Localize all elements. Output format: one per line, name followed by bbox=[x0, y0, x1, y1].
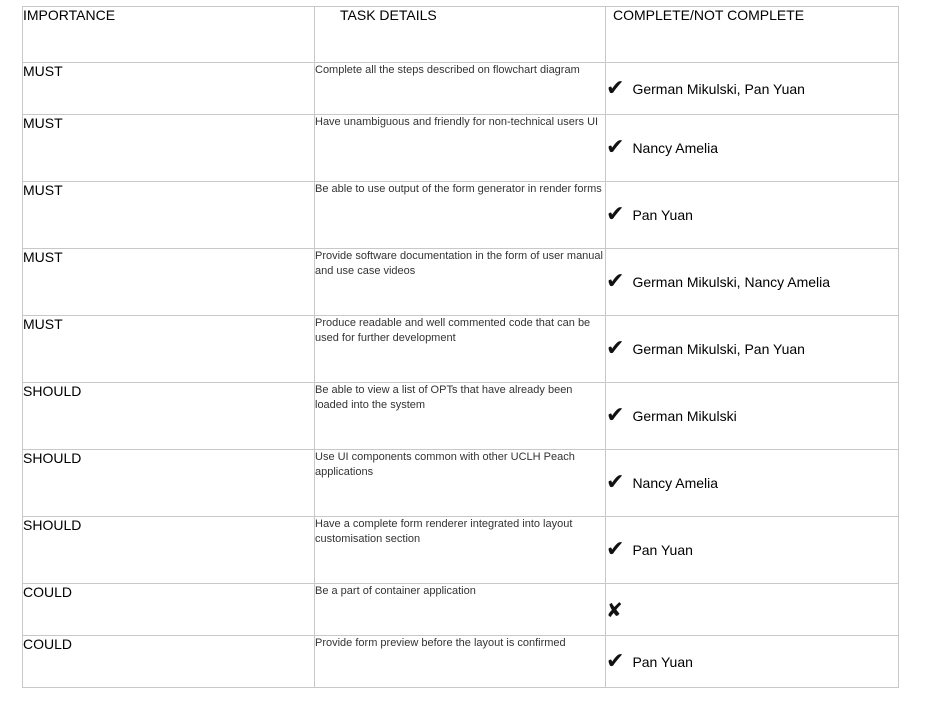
status-cell bbox=[606, 63, 899, 115]
importance-cell: MUST bbox=[23, 182, 315, 249]
table-row bbox=[23, 115, 899, 182]
status-cell bbox=[606, 517, 899, 584]
importance-cell: MUST bbox=[23, 316, 315, 383]
importance-cell: SHOULD bbox=[23, 450, 315, 517]
table-row bbox=[23, 584, 899, 636]
task-cell: Use UI components common with other UCLH Peach applications bbox=[315, 450, 606, 517]
task-cell: Have a complete form renderer integrated into layout customisation section bbox=[315, 517, 606, 584]
table-row bbox=[23, 383, 899, 450]
status-cell bbox=[606, 316, 899, 383]
header-importance: IMPORTANCE bbox=[23, 7, 315, 63]
importance-cell: SHOULD bbox=[23, 517, 315, 584]
assignee-names: Pan Yuan bbox=[632, 653, 693, 670]
header-status: COMPLETE/NOT COMPLETE bbox=[606, 7, 899, 63]
status-cell bbox=[606, 450, 899, 517]
table-row bbox=[23, 636, 899, 688]
check-icon: ✔ bbox=[606, 336, 625, 361]
table-row bbox=[23, 63, 899, 115]
check-icon: ✔ bbox=[606, 135, 625, 160]
status-cell bbox=[606, 584, 899, 636]
cross-icon: ✘ bbox=[606, 597, 623, 622]
header-row bbox=[23, 7, 899, 63]
importance-cell: COULD bbox=[23, 636, 315, 688]
assignee-names: Pan Yuan bbox=[632, 207, 693, 223]
status-cell bbox=[606, 636, 899, 688]
table-row bbox=[23, 249, 899, 316]
check-icon: ✔ bbox=[606, 537, 625, 562]
table-row bbox=[23, 517, 899, 584]
status-cell bbox=[606, 249, 899, 316]
check-icon: ✔ bbox=[606, 269, 625, 294]
table-row bbox=[23, 182, 899, 249]
task-cell: Provide software documentation in the form of user manual and use case videos bbox=[315, 249, 606, 316]
header-task-details: TASK DETAILS bbox=[315, 7, 606, 63]
assignee-names: Nancy Amelia bbox=[632, 140, 719, 156]
importance-cell: COULD bbox=[23, 584, 315, 636]
task-cell: Be able to use output of the form generator in render forms bbox=[315, 182, 606, 249]
check-icon: ✔ bbox=[606, 470, 625, 495]
table-row bbox=[23, 316, 899, 383]
check-icon: ✔ bbox=[606, 403, 625, 428]
requirements-table bbox=[22, 6, 899, 688]
task-cell: Provide form preview before the layout is confirmed bbox=[315, 636, 606, 688]
task-cell: Be able to view a list of OPTs that have already been loaded into the system bbox=[315, 383, 606, 450]
importance-cell: MUST bbox=[23, 63, 315, 115]
assignee-names: German Mikulski bbox=[632, 408, 737, 424]
assignee-names: German Mikulski, Pan Yuan bbox=[632, 341, 805, 357]
task-cell: Be a part of container application bbox=[315, 584, 606, 636]
assignee-names: German Mikulski, Pan Yuan bbox=[632, 80, 805, 97]
task-cell: Have unambiguous and friendly for non-technical users UI bbox=[315, 115, 606, 182]
status-cell bbox=[606, 182, 899, 249]
check-icon: ✔ bbox=[606, 648, 625, 674]
check-icon: ✔ bbox=[606, 75, 625, 101]
table-body bbox=[23, 63, 899, 688]
check-icon: ✔ bbox=[606, 202, 625, 227]
assignee-names: German Mikulski, Nancy Amelia bbox=[632, 274, 831, 290]
status-cell bbox=[606, 115, 899, 182]
status-cell bbox=[606, 383, 899, 450]
task-cell: Produce readable and well commented code that can be used for further development bbox=[315, 316, 606, 383]
table-row bbox=[23, 450, 899, 517]
importance-cell: MUST bbox=[23, 115, 315, 182]
task-cell: Complete all the steps described on flowchart diagram bbox=[315, 63, 606, 115]
importance-cell: SHOULD bbox=[23, 383, 315, 450]
assignee-names: Pan Yuan bbox=[632, 542, 693, 558]
assignee-names: Nancy Amelia bbox=[632, 475, 719, 491]
importance-cell: MUST bbox=[23, 249, 315, 316]
